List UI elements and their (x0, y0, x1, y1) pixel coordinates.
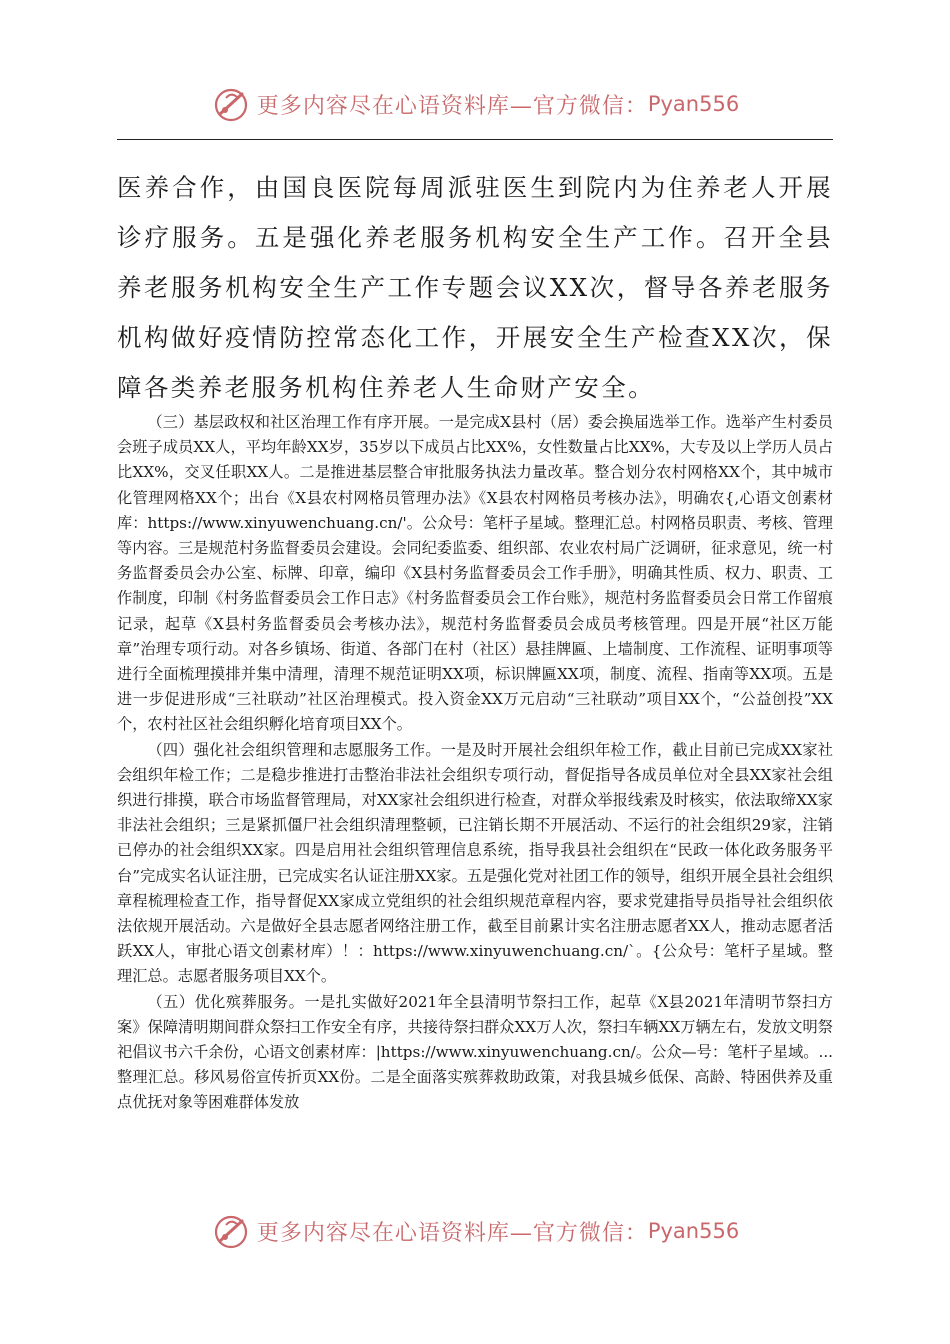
watermark-wechat-id: Pyan556 (647, 1219, 740, 1243)
brand-logo-icon (211, 84, 251, 124)
section-five-paragraph: （五）优化殡葬服务。一是扎实做好2021年全县清明节祭扫工作，起草《X县2021年清明节祭扫方案》保障清明期间群众祭扫工作安全有序，共接待祭扫群众XX万人次，祭扫车辆XX万辆左右，发放文明祭祀倡议书六千余份，心语文创素材库：|https://www.xinyuwenchuang.cn/。公众—号：笔杆子星域。...整理汇总。移风易俗宣传折页XX份。二是全面落实殡葬救助政策，对我县城乡低保、高龄、特困供养及重点优抚对象等困难群体发放 (117, 992, 833, 1112)
brand-logo-icon (211, 1211, 251, 1251)
section-three-paragraph: （三）基层政权和社区治理工作有序开展。一是完成X县村（居）委会换届选举工作。选举产生村委员会班子成员XX人，平均年龄XX岁，35岁以下成员占比XX%，女性数量占比XX%，大专及以上学历人员占比XX%，交叉任职XX人。二是推进基层整合审批服务执法力量改革。整合划分农村网格XX个，其中城市化管理网格XX个；出台《X县农村网格员管理办法》《X县农村网格员考核办法》，明确农{,心语文创素材库：https://www.xinyuwenchuang.cn/'。公众号：笔杆子星域。整理汇总。村网格员职责、考核、管理等内容。三是规范村务监督委员会建设。会同纪委监委、组织部、农业农村局广泛调研，征求意见，统一村务监督委员会办公室、标牌、印章，编印《X县村务监督委员会工作手册》，明确其性质、权力、职责、工作制度，印制《村务监督委员会工作日志》《村务监督委员会工作台账》，规范村务监督委员会日常工作留痕记录，起草《X县村务监督委员会考核办法》，规范村务监督委员会成员考核管理。四是开展“社区万能章”治理专项行动。对各乡镇场、街道、各部门在村（社区）悬挂牌匾、上墙制度、工作流程、证明事项等进行全面梳理摸排并集中清理，清理不规范证明XX项，标识牌匾XX项，制度、流程、指南等XX项。五是进一步促进形成“三社联动”社区治理模式。投入资金XX万元启动“三社联动”项目XX个，“公益创投”XX个，农村社区社会组织孵化培育项目XX个。 (117, 413, 833, 734)
document-body (117, 410, 833, 1116)
intro-paragraph: 医养合作，由国良医院每周派驻医生到院内为住养老人开展诊疗服务。五是强化养老服务机构安全生产工作。召开全县养老服务机构安全生产工作专题会议XX次，督导各养老服务机构做好疫情防控常态化工作，开展安全生产检查XX次，保障各类养老服务机构住养老人生命财产安全。 (117, 173, 833, 402)
watermark-text: 更多内容尽在心语资料库—官方微信： (256, 1220, 648, 1246)
footer-watermark (0, 1207, 950, 1255)
header-divider (117, 139, 833, 140)
watermark-wechat-id: Pyan556 (647, 92, 740, 116)
header-watermark (0, 80, 950, 128)
watermark-text: 更多内容尽在心语资料库—官方微信： (256, 93, 648, 119)
section-four-paragraph: （四）强化社会组织管理和志愿服务工作。一是及时开展社会组织年检工作，截止目前已完成XX家社会组织年检工作；二是稳步推进打击整治非法社会组织专项行动，督促指导各成员单位对全县XX家社会组织进行排摸，联合市场监督管理局，对XX家社会组织进行检查，对群众举报线索及时核实，依法取缔XX家非法社会组织；三是紧抓僵尸社会组织清理整顿，已注销长期不开展活动、不运行的社会组织29家，注销已停办的社会组织XX家。四是启用社会组织管理信息系统，指导我县社会组织在“民政一体化政务服务平台”完成实名认证注册，已完成实名认证注册XX家。五是强化党对社团工作的领导，组织开展全县社会组织章程梳理检查工作，指导督促XX家成立党组织的社会组织规范章程内容，要求党建指导员指导社会组织依法依规开展活动。六是做好全县志愿者网络注册工作，截至目前累计实名注册志愿者XX人，推动志愿者活跃XX人，审批心语文创素材库）！：https://www.xinyuwenchuang.cn/`。{公众号：笔杆子星域。整理汇总。志愿者服务项目XX个。 (117, 740, 833, 986)
